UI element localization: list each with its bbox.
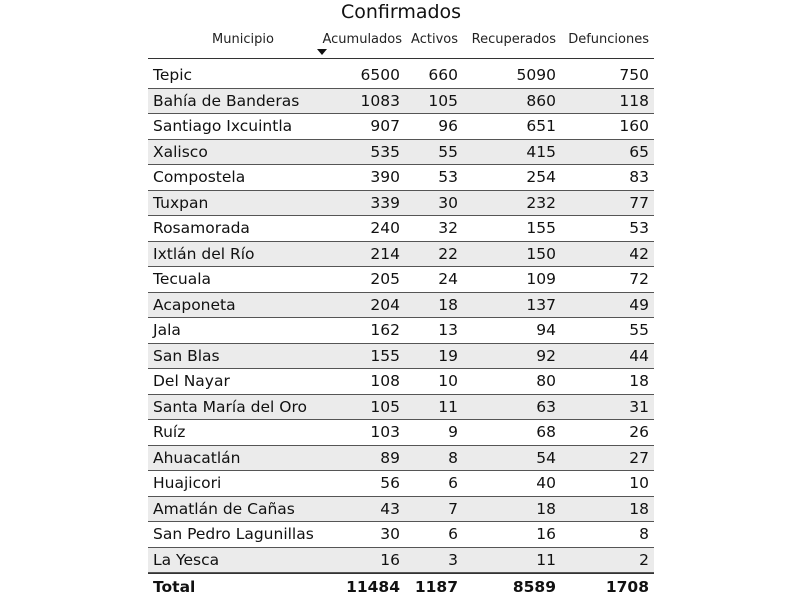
column-header-activos[interactable]: Activos xyxy=(411,32,458,47)
cell-defunciones: 10 xyxy=(629,474,649,492)
cell-defunciones: 160 xyxy=(619,117,649,135)
table-row[interactable] xyxy=(148,318,654,344)
cell-defunciones: 83 xyxy=(629,168,649,186)
table-row[interactable] xyxy=(148,293,654,319)
cell-acumulados: 907 xyxy=(370,117,400,135)
cell-municipio: Ixtlán del Río xyxy=(153,244,255,263)
cell-acumulados: 390 xyxy=(370,168,400,186)
cell-municipio: Xalisco xyxy=(153,142,208,161)
cell-activos: 6 xyxy=(448,525,458,543)
table-row[interactable] xyxy=(148,242,654,268)
cell-recuperados: 651 xyxy=(526,117,556,135)
total-activos: 1187 xyxy=(414,578,458,596)
cell-activos: 9 xyxy=(448,423,458,441)
cell-recuperados: 109 xyxy=(526,270,556,288)
table-row[interactable] xyxy=(148,165,654,191)
cell-municipio: Amatlán de Cañas xyxy=(153,499,295,518)
cell-recuperados: 232 xyxy=(526,193,556,212)
cell-recuperados: 63 xyxy=(536,397,556,416)
cell-defunciones: 31 xyxy=(629,397,649,416)
data-table xyxy=(148,28,654,600)
table-row[interactable] xyxy=(148,420,654,446)
cell-activos: 13 xyxy=(438,321,458,339)
cell-municipio: Bahía de Banderas xyxy=(153,91,300,110)
cell-activos: 11 xyxy=(438,397,458,416)
table-row[interactable] xyxy=(148,267,654,293)
cell-activos: 53 xyxy=(438,168,458,186)
sort-descending-icon[interactable] xyxy=(317,49,327,55)
cell-municipio: La Yesca xyxy=(153,550,220,569)
cell-municipio: Del Nayar xyxy=(153,372,230,390)
cell-acumulados: 16 xyxy=(380,550,400,569)
column-header-recuperados[interactable]: Recuperados xyxy=(471,32,556,47)
cell-defunciones: 27 xyxy=(629,448,649,467)
table-row[interactable] xyxy=(148,216,654,242)
cell-activos: 19 xyxy=(438,346,458,365)
cell-recuperados: 11 xyxy=(536,550,556,569)
column-header-acumulados[interactable]: Acumulados xyxy=(322,32,402,47)
cell-municipio: Jala xyxy=(153,321,181,339)
table-body xyxy=(148,63,654,573)
table-row[interactable] xyxy=(148,395,654,421)
cell-recuperados: 92 xyxy=(536,346,556,365)
cell-activos: 7 xyxy=(448,499,458,518)
cell-municipio: Tecuala xyxy=(153,270,212,288)
cell-defunciones: 750 xyxy=(619,66,649,84)
cell-activos: 18 xyxy=(438,295,458,314)
table-row[interactable] xyxy=(148,191,654,217)
cell-defunciones: 44 xyxy=(629,346,649,365)
cell-acumulados: 56 xyxy=(380,474,400,492)
cell-defunciones: 118 xyxy=(619,91,649,110)
table-row[interactable] xyxy=(148,471,654,497)
table-row[interactable] xyxy=(148,497,654,523)
cell-recuperados: 860 xyxy=(526,91,556,110)
total-recuperados: 8589 xyxy=(512,578,556,596)
cell-acumulados: 155 xyxy=(370,346,400,365)
column-header-municipio[interactable]: Municipio xyxy=(212,32,274,47)
cell-activos: 22 xyxy=(438,244,458,263)
table-row[interactable] xyxy=(148,522,654,548)
cell-acumulados: 204 xyxy=(370,295,400,314)
cell-defunciones: 53 xyxy=(629,219,649,237)
cell-acumulados: 214 xyxy=(370,244,400,263)
cell-activos: 10 xyxy=(438,372,458,390)
cell-defunciones: 26 xyxy=(629,423,649,441)
cell-municipio: Compostela xyxy=(153,168,246,186)
cell-municipio: Tuxpan xyxy=(153,193,209,212)
cell-defunciones: 49 xyxy=(629,295,649,314)
cell-acumulados: 89 xyxy=(380,448,400,467)
table-row[interactable] xyxy=(148,344,654,370)
cell-recuperados: 137 xyxy=(526,295,556,314)
cell-defunciones: 8 xyxy=(639,525,649,543)
table-row[interactable] xyxy=(148,446,654,472)
cell-activos: 105 xyxy=(428,91,458,110)
cell-activos: 32 xyxy=(438,219,458,237)
cell-activos: 6 xyxy=(448,474,458,492)
cell-defunciones: 77 xyxy=(629,193,649,212)
cell-acumulados: 339 xyxy=(370,193,400,212)
cell-municipio: Santiago Ixcuintla xyxy=(153,117,293,135)
table-row[interactable] xyxy=(148,548,654,574)
total-label: Total xyxy=(153,578,196,596)
total-row xyxy=(148,573,654,600)
cell-recuperados: 5090 xyxy=(516,66,556,84)
cell-acumulados: 1083 xyxy=(360,91,400,110)
cell-acumulados: 30 xyxy=(380,525,400,543)
cell-activos: 24 xyxy=(438,270,458,288)
cell-municipio: Ruíz xyxy=(153,423,186,441)
cell-defunciones: 55 xyxy=(629,321,649,339)
cell-municipio: Ahuacatlán xyxy=(153,448,241,467)
cell-activos: 660 xyxy=(428,66,458,84)
cell-recuperados: 68 xyxy=(536,423,556,441)
cell-acumulados: 240 xyxy=(370,219,400,237)
table-row[interactable] xyxy=(148,89,654,115)
cell-recuperados: 40 xyxy=(536,474,556,492)
cell-recuperados: 80 xyxy=(536,372,556,390)
cell-municipio: Rosamorada xyxy=(153,219,250,237)
total-acumulados: 11484 xyxy=(346,578,400,596)
cell-municipio: San Pedro Lagunillas xyxy=(153,525,314,543)
table-row[interactable] xyxy=(148,114,654,140)
cell-municipio: San Blas xyxy=(153,346,220,365)
cell-defunciones: 42 xyxy=(629,244,649,263)
cell-municipio: Tepic xyxy=(153,66,193,84)
table-row[interactable] xyxy=(148,63,654,89)
cell-recuperados: 150 xyxy=(526,244,556,263)
cell-recuperados: 254 xyxy=(526,168,556,186)
table-row[interactable] xyxy=(148,369,654,395)
column-header-defunciones[interactable]: Defunciones xyxy=(568,32,649,47)
cell-acumulados: 6500 xyxy=(360,66,400,84)
cell-acumulados: 205 xyxy=(370,270,400,288)
cell-municipio: Huajicori xyxy=(153,474,222,492)
cell-defunciones: 2 xyxy=(639,550,649,569)
table-title: Confirmados xyxy=(340,1,462,23)
cell-acumulados: 105 xyxy=(370,397,400,416)
cell-defunciones: 72 xyxy=(629,270,649,288)
cell-activos: 55 xyxy=(438,142,458,161)
cell-activos: 96 xyxy=(438,117,458,135)
cell-activos: 8 xyxy=(448,448,458,467)
cell-recuperados: 155 xyxy=(526,219,556,237)
table-header xyxy=(148,28,654,59)
cell-defunciones: 18 xyxy=(629,499,649,518)
cell-recuperados: 415 xyxy=(526,142,556,161)
cell-municipio: Santa María del Oro xyxy=(153,397,307,416)
cell-recuperados: 16 xyxy=(536,525,556,543)
total-defunciones: 1708 xyxy=(605,578,649,596)
cell-acumulados: 43 xyxy=(380,499,400,518)
cell-recuperados: 54 xyxy=(536,448,556,467)
cell-activos: 3 xyxy=(448,550,458,569)
cell-acumulados: 103 xyxy=(370,423,400,441)
cell-defunciones: 18 xyxy=(629,372,649,390)
cell-recuperados: 94 xyxy=(536,321,556,339)
cell-acumulados: 108 xyxy=(370,372,400,390)
cell-defunciones: 65 xyxy=(629,142,649,161)
cell-recuperados: 18 xyxy=(536,499,556,518)
cell-municipio: Acaponeta xyxy=(153,295,236,314)
table-row[interactable] xyxy=(148,140,654,166)
cell-activos: 30 xyxy=(438,193,458,212)
cell-acumulados: 162 xyxy=(370,321,400,339)
cell-acumulados: 535 xyxy=(370,142,400,161)
